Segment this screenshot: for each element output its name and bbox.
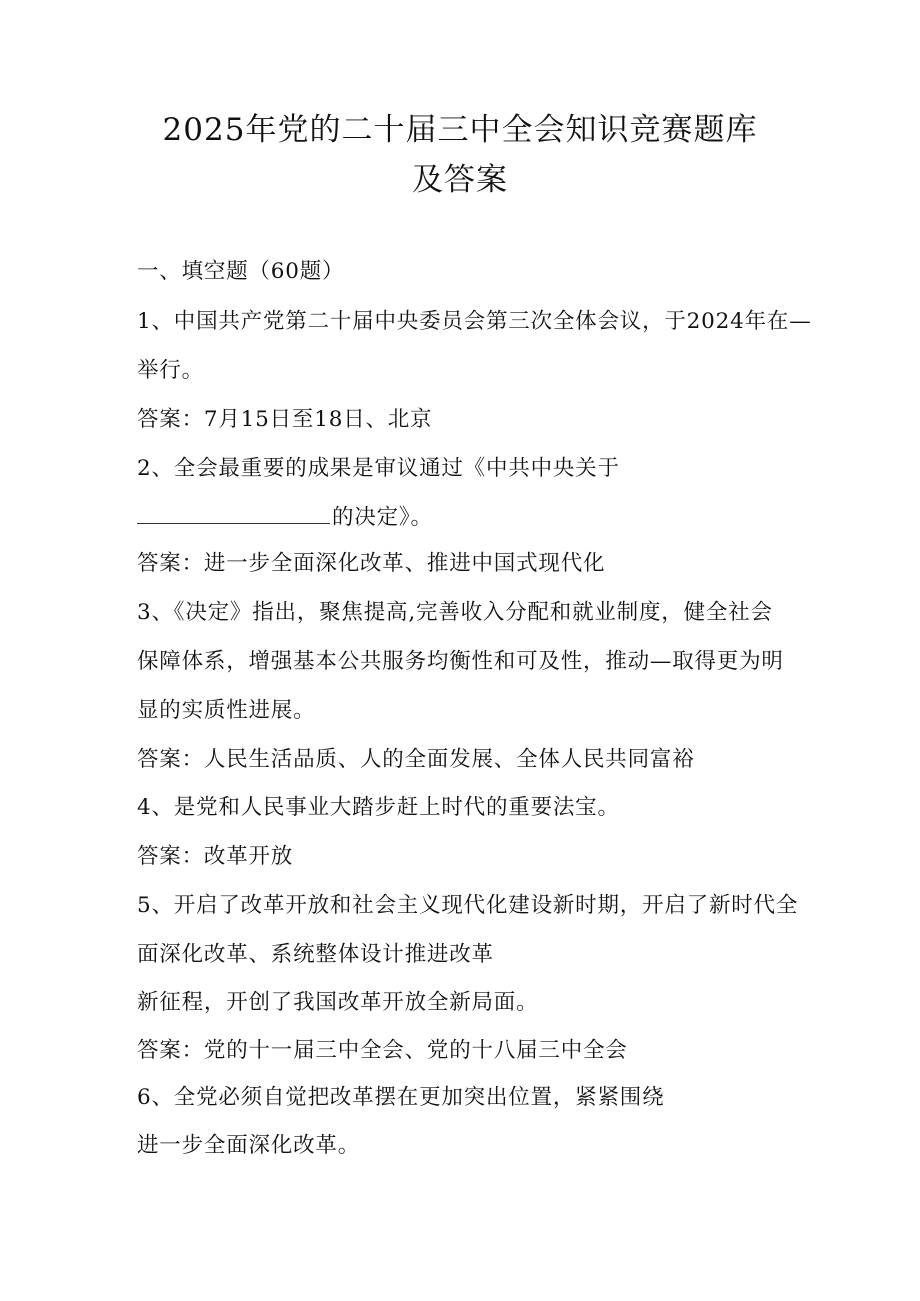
question-1-line-2: 举行。 — [137, 358, 204, 383]
question-2-line-1: 2、全会最重要的成果是审议通过《中共中央关于 — [137, 456, 620, 481]
section-heading: 一、填空题（60题） — [137, 259, 345, 284]
question-1-line-1: 1、中国共产党第二十届中央委员会第三次全体会议，于2024年在— — [137, 309, 812, 334]
question-2-line-2 — [137, 503, 433, 533]
question-4-line-1: 4、是党和人民事业大踏步赶上时代的重要法宝。 — [137, 795, 620, 820]
answer-5: 答案：党的十一届三中全会、党的十八届三中全会 — [137, 1038, 628, 1063]
document-title-line-2: 及答案 — [412, 162, 508, 198]
question-3-line-2: 保障体系，增强基本公共服务均衡性和可及性，推动—取得更为明 — [137, 649, 784, 674]
document-title-line-1: 2025年党的二十届三中全会知识竞赛题库 — [162, 112, 758, 148]
question-6-line-1: 6、全党必须自觉把改革摆在更加突出位置，紧紧围绕 — [137, 1085, 665, 1110]
answer-3: 答案：人民生活品质、人的全面发展、全体人民共同富裕 — [137, 747, 695, 772]
fill-in-blank — [137, 503, 330, 524]
answer-2: 答案：进一步全面深化改革、推进中国式现代化 — [137, 551, 606, 576]
question-5-line-2: 面深化改革、系统整体设计推进改革 — [137, 942, 494, 967]
answer-1: 答案：7月15日至18日、北京 — [137, 407, 433, 432]
question-5-line-3: 新征程，开创了我国改革开放全新局面。 — [137, 990, 539, 1015]
question-3-line-3: 显的实质性进展。 — [137, 698, 316, 723]
question-6-line-2: 进一步全面深化改革。 — [137, 1133, 361, 1158]
question-3-line-1: 3、《决定》指出，聚焦提高,完善收入分配和就业制度，健全社会 — [137, 600, 773, 625]
question-2-line-2-text: 的决定》。 — [332, 505, 433, 530]
question-5-line-1: 5、开启了改革开放和社会主义现代化建设新时期，开启了新时代全 — [137, 893, 799, 918]
answer-4: 答案：改革开放 — [137, 844, 294, 869]
